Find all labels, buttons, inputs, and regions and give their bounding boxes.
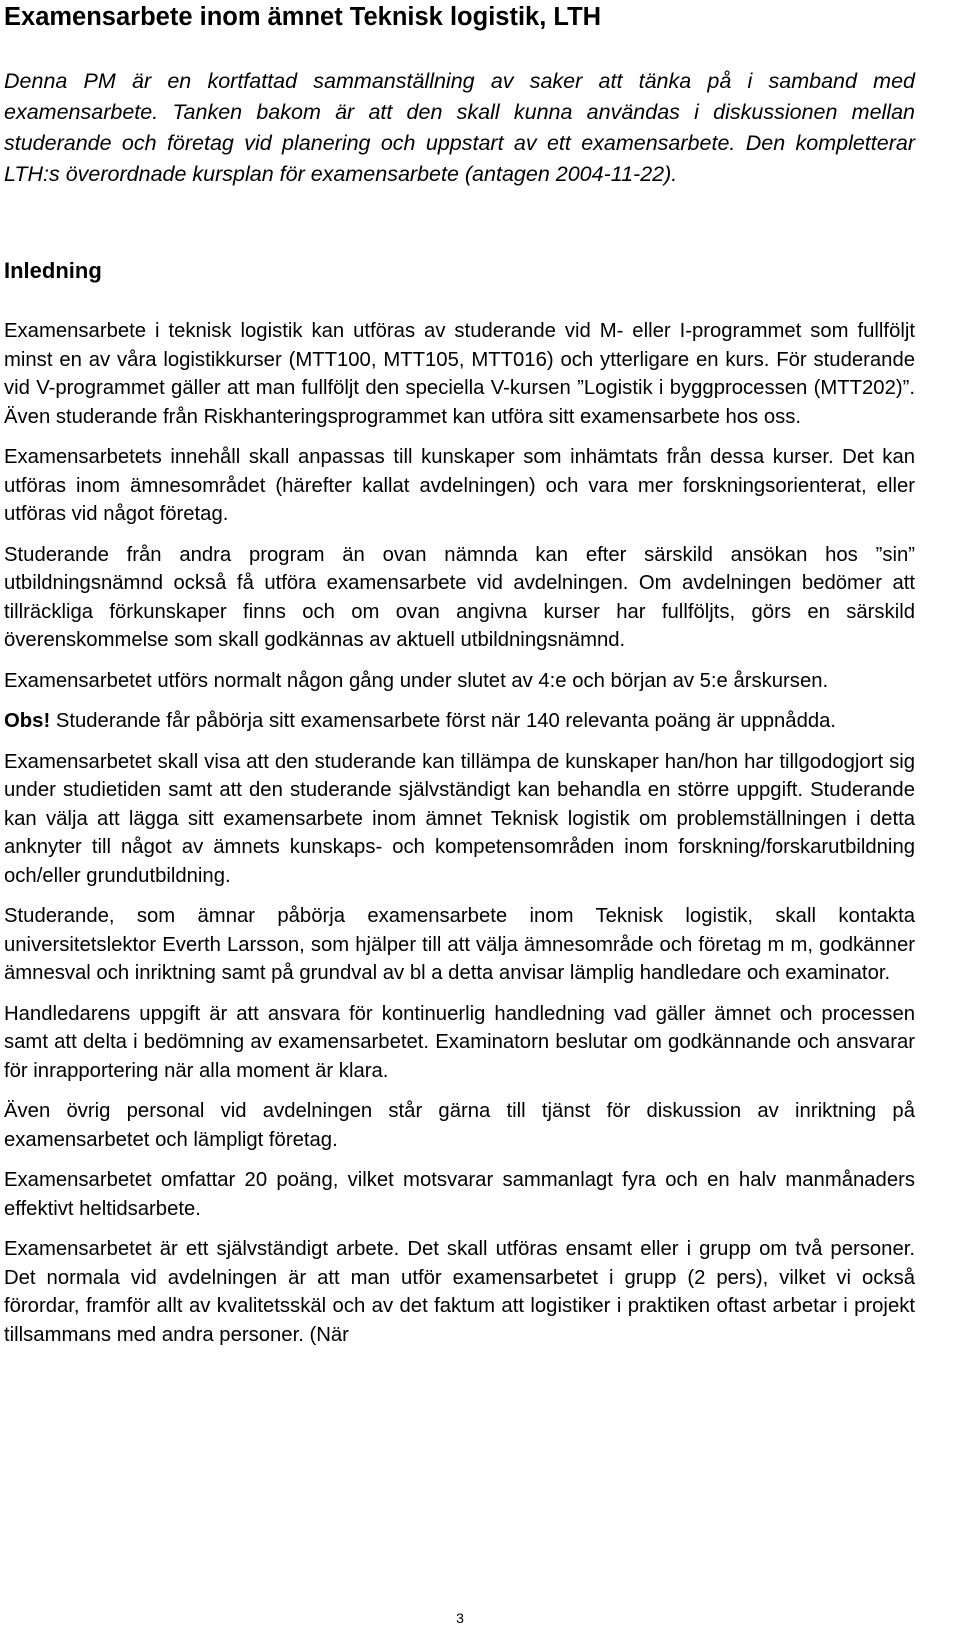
body-paragraph: Examensarbetets innehåll skall anpassas till kunskaper som inhämtats från dessa kurser. Det kan utföras inom ämnesområdet (härefter kallat avdelningen) och vara mer forskningsorienterat, eller utföras vid något företag. xyxy=(4,446,915,525)
body-paragraph: Även övrig personal vid avdelningen står gärna till tjänst för diskussion av inriktning på examensarbetet och lämpligt företag. xyxy=(4,1100,915,1151)
page-number: 3 xyxy=(456,1610,464,1626)
obs-label: Obs! xyxy=(4,710,51,732)
section-heading-inledning: Inledning xyxy=(4,258,102,283)
body-paragraph: Studerande, som ämnar påbörja examensarbete inom Teknisk logistik, skall kontakta universitetslektor Everth Larsson, som hjälper till att välja ämnesområde och företag m m, godkänner ämnesval och inriktning samt på grundval av bl a detta anvisar lämplig handledare och examinator. xyxy=(4,905,915,984)
body-paragraph: Examensarbete i teknisk logistik kan utföras av studerande vid M- eller I-programmet som fullföljt minst en av våra logistikkurser (MTT100, MTT105, MTT016) och ytterligare en kurs. För studerande vid V-programmet gäller att man fullföljt den speciella V-kursen ”Logistik i byggprocessen (MTT202)”. Även studerande från Riskhanteringsprogrammet kan utföra sitt examensarbete hos oss. xyxy=(4,320,915,428)
document-title: Examensarbete inom ämnet Teknisk logistik, LTH xyxy=(4,3,602,31)
document-content xyxy=(4,0,915,1349)
obs-text: Studerande får påbörja sitt examensarbete först när 140 relevanta poäng är uppnådda. xyxy=(50,710,837,732)
body-paragraph: Examensarbetet omfattar 20 poäng, vilket motsvarar sammanlagt fyra och en halv manmånaders effektivt heltidsarbete. xyxy=(4,1169,915,1220)
body-paragraph: Examensarbetet utförs normalt någon gång under slutet av 4:e och början av 5:e årskursen. xyxy=(4,669,829,692)
body-paragraph: Examensarbetet är ett självständigt arbete. Det skall utföras ensamt eller i grupp om två personer. Det normala vid avdelningen är att man utför examensarbetet i grupp (2 pers), vilket vi också förordar, framför allt av kvalitetsskäl och av det faktum att logistiker i praktiken oftast arbetar i projekt tillsammans med andra personer. (När xyxy=(4,1238,915,1346)
body-paragraph: Examensarbetet skall visa att den studerande kan tillämpa de kunskaper han/hon har tillgodogjort sig under studietiden samt att den studerande självständigt kan behandla en större uppgift. Studerande kan välja att lägga sitt examensarbete inom ämnet Teknisk logistik om problemställningen i detta anknyter till något av ämnets kunskaps- och kompetensområden inom forskning/forskarutbildning och/eller grundutbildning. xyxy=(4,750,915,887)
obs-paragraph xyxy=(4,707,915,736)
intro-paragraph: Denna PM är en kortfattad sammanställning av saker att tänka på i samband med examensarbete. Tanken bakom är att den skall kunna användas i diskussionen mellan studerande och företag vid planering och uppstart av ett examensarbete. Den kompletterar LTH:s överordnade kursplan för examensarbete (antagen 2004-11-22). xyxy=(4,69,915,186)
body-paragraph: Studerande från andra program än ovan nämnda kan efter särskild ansökan hos ”sin” utbildningsnämnd också få utföra examensarbete vid avdelningen. Om avdelningen bedömer att tillräckliga förkunskaper finns och om ovan angivna kurser har fullföljts, görs en särskild överenskommelse som skall godkännas av aktuell utbildningsnämnd. xyxy=(4,543,915,651)
body-paragraph: Handledarens uppgift är att ansvara för kontinuerlig handledning vad gäller ämnet och processen samt att delta i bedömning av examensarbetet. Examinatorn beslutar om godkännande och ansvarar för inrapportering när alla moment är klara. xyxy=(4,1002,915,1082)
